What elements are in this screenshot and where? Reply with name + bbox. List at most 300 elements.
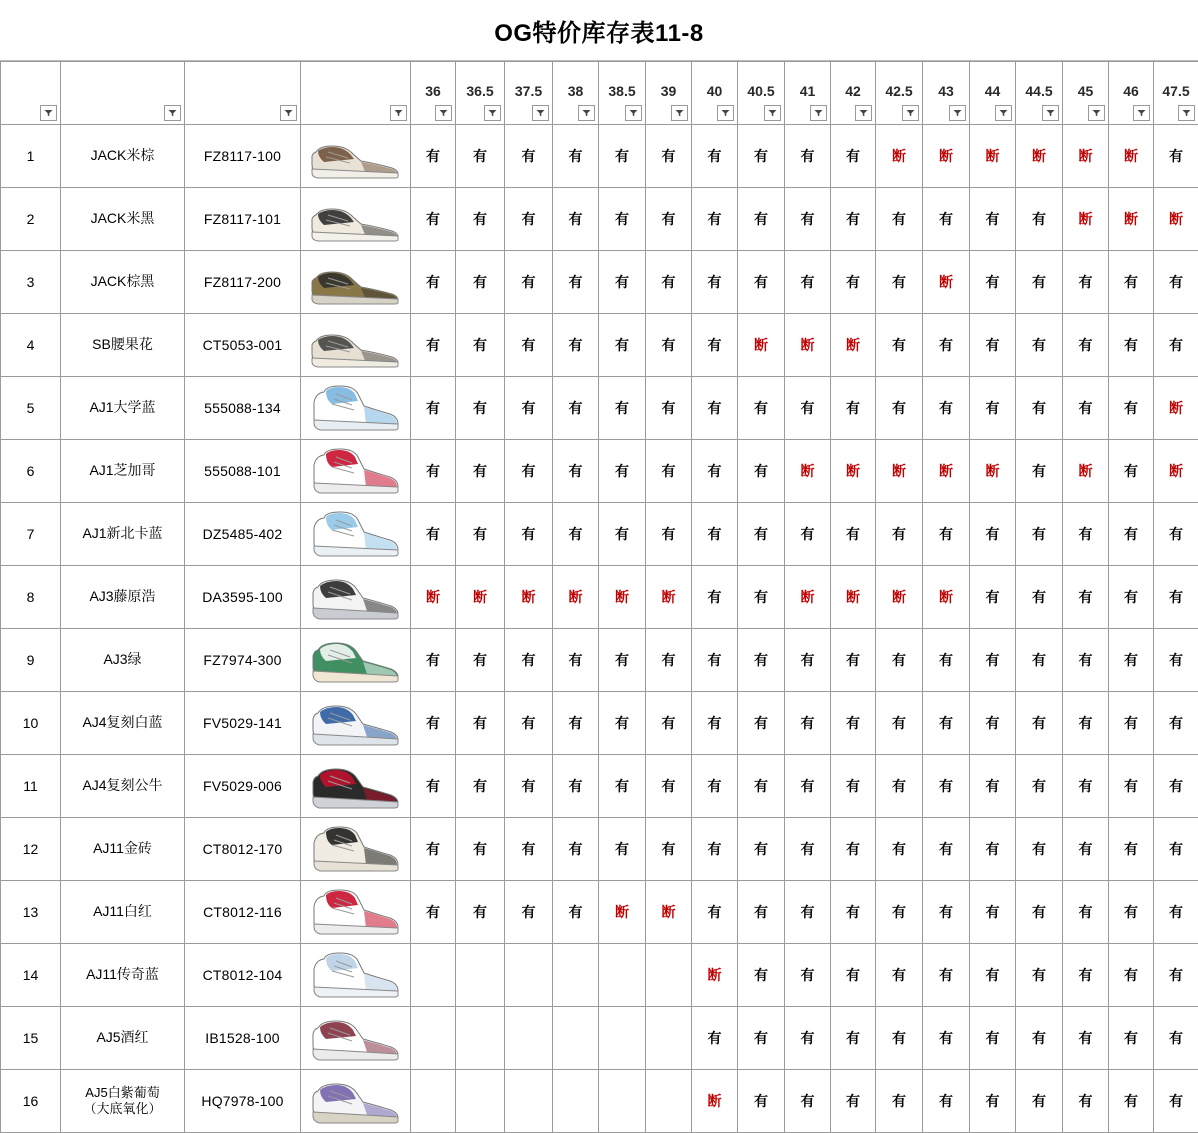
cell-stock-40[interactable]: 有 (692, 314, 738, 377)
cell-stock-37.5[interactable]: 有 (505, 881, 553, 944)
cell-stock-45[interactable]: 有 (1063, 818, 1109, 881)
cell-stock-44[interactable]: 有 (970, 1007, 1016, 1070)
cell-stock-38.5[interactable] (599, 944, 646, 1007)
cell-stock-39[interactable]: 有 (646, 125, 692, 188)
cell-article-code[interactable]: DA3595-100 (185, 566, 301, 629)
cell-stock-40.5[interactable]: 有 (738, 440, 785, 503)
cell-stock-36[interactable] (411, 1070, 456, 1133)
header-cell-main-1[interactable] (61, 62, 185, 125)
cell-stock-39[interactable] (646, 1007, 692, 1070)
cell-stock-44.5[interactable]: 有 (1016, 440, 1063, 503)
cell-stock-47.5[interactable]: 有 (1154, 944, 1198, 1007)
cell-stock-44.5[interactable]: 有 (1016, 818, 1063, 881)
cell-color-name[interactable]: AJ1大学蓝 (61, 377, 185, 440)
cell-stock-47.5[interactable]: 有 (1154, 503, 1198, 566)
cell-stock-44.5[interactable]: 有 (1016, 1070, 1063, 1133)
cell-stock-41[interactable]: 有 (785, 629, 831, 692)
cell-stock-44.5[interactable]: 断 (1016, 125, 1063, 188)
cell-stock-37.5[interactable]: 有 (505, 440, 553, 503)
cell-index[interactable]: 7 (1, 503, 61, 566)
cell-stock-36.5[interactable]: 断 (456, 566, 505, 629)
cell-stock-38.5[interactable]: 有 (599, 629, 646, 692)
cell-stock-41[interactable]: 有 (785, 503, 831, 566)
cell-stock-38.5[interactable]: 有 (599, 125, 646, 188)
cell-stock-46[interactable]: 有 (1109, 314, 1154, 377)
cell-stock-42.5[interactable]: 有 (876, 629, 923, 692)
cell-stock-36.5[interactable]: 有 (456, 125, 505, 188)
cell-stock-45[interactable]: 有 (1063, 1070, 1109, 1133)
filter-dropdown-icon[interactable] (280, 105, 297, 121)
header-cell-size-40[interactable] (692, 62, 738, 125)
cell-stock-38.5[interactable]: 断 (599, 881, 646, 944)
cell-stock-45[interactable]: 有 (1063, 503, 1109, 566)
cell-stock-40.5[interactable]: 有 (738, 188, 785, 251)
cell-article-code[interactable]: FZ8117-101 (185, 188, 301, 251)
cell-stock-39[interactable]: 有 (646, 251, 692, 314)
header-cell-size-39[interactable] (646, 62, 692, 125)
cell-stock-44[interactable]: 有 (970, 566, 1016, 629)
cell-stock-44[interactable]: 有 (970, 755, 1016, 818)
cell-stock-42[interactable]: 有 (831, 1007, 876, 1070)
cell-stock-36[interactable] (411, 944, 456, 1007)
cell-article-code[interactable]: FV5029-006 (185, 755, 301, 818)
cell-stock-43[interactable]: 断 (923, 566, 970, 629)
cell-stock-46[interactable]: 有 (1109, 440, 1154, 503)
cell-stock-36[interactable]: 有 (411, 755, 456, 818)
cell-stock-47.5[interactable]: 有 (1154, 818, 1198, 881)
cell-stock-45[interactable]: 有 (1063, 692, 1109, 755)
cell-stock-36[interactable] (411, 1007, 456, 1070)
cell-stock-42.5[interactable]: 有 (876, 503, 923, 566)
cell-stock-40[interactable]: 有 (692, 377, 738, 440)
header-cell-size-40.5[interactable] (738, 62, 785, 125)
header-cell-main-0[interactable] (1, 62, 61, 125)
filter-dropdown-icon[interactable] (902, 105, 919, 121)
cell-stock-46[interactable]: 有 (1109, 566, 1154, 629)
cell-stock-45[interactable]: 有 (1063, 755, 1109, 818)
cell-index[interactable]: 11 (1, 755, 61, 818)
cell-stock-36[interactable]: 有 (411, 881, 456, 944)
cell-stock-47.5[interactable]: 有 (1154, 314, 1198, 377)
cell-color-name[interactable]: JACK米棕 (61, 125, 185, 188)
cell-stock-46[interactable]: 有 (1109, 377, 1154, 440)
cell-stock-41[interactable]: 有 (785, 881, 831, 944)
cell-stock-44[interactable]: 有 (970, 692, 1016, 755)
cell-stock-39[interactable]: 有 (646, 188, 692, 251)
cell-stock-44[interactable]: 有 (970, 818, 1016, 881)
cell-stock-44.5[interactable]: 有 (1016, 566, 1063, 629)
cell-stock-36.5[interactable] (456, 944, 505, 1007)
cell-stock-43[interactable]: 有 (923, 881, 970, 944)
cell-stock-41[interactable]: 断 (785, 566, 831, 629)
cell-stock-42.5[interactable]: 有 (876, 188, 923, 251)
cell-stock-44[interactable]: 有 (970, 881, 1016, 944)
filter-dropdown-icon[interactable] (717, 105, 734, 121)
cell-stock-37.5[interactable]: 有 (505, 188, 553, 251)
cell-stock-44[interactable]: 断 (970, 440, 1016, 503)
cell-stock-40[interactable]: 有 (692, 881, 738, 944)
cell-stock-36[interactable]: 有 (411, 692, 456, 755)
cell-stock-42.5[interactable]: 断 (876, 440, 923, 503)
cell-index[interactable]: 1 (1, 125, 61, 188)
cell-stock-43[interactable]: 有 (923, 1007, 970, 1070)
cell-stock-47.5[interactable]: 有 (1154, 1070, 1198, 1133)
cell-index[interactable]: 16 (1, 1070, 61, 1133)
cell-stock-46[interactable]: 有 (1109, 755, 1154, 818)
cell-stock-38.5[interactable]: 有 (599, 503, 646, 566)
cell-stock-40[interactable]: 有 (692, 188, 738, 251)
cell-index[interactable]: 3 (1, 251, 61, 314)
cell-stock-40[interactable]: 有 (692, 125, 738, 188)
cell-color-name[interactable] (61, 1070, 185, 1133)
header-cell-size-42[interactable] (831, 62, 876, 125)
cell-stock-44.5[interactable]: 有 (1016, 503, 1063, 566)
cell-article-code[interactable]: CT5053-001 (185, 314, 301, 377)
cell-stock-38[interactable] (553, 1070, 599, 1133)
cell-stock-41[interactable]: 有 (785, 692, 831, 755)
cell-article-code[interactable]: 555088-101 (185, 440, 301, 503)
cell-stock-43[interactable]: 有 (923, 1070, 970, 1133)
cell-stock-40.5[interactable]: 有 (738, 1070, 785, 1133)
cell-stock-36.5[interactable]: 有 (456, 188, 505, 251)
cell-stock-44.5[interactable]: 有 (1016, 755, 1063, 818)
cell-stock-41[interactable]: 断 (785, 440, 831, 503)
cell-stock-40.5[interactable]: 有 (738, 944, 785, 1007)
cell-stock-38.5[interactable] (599, 1007, 646, 1070)
cell-stock-37.5[interactable]: 有 (505, 629, 553, 692)
filter-dropdown-icon[interactable] (855, 105, 872, 121)
cell-stock-44.5[interactable]: 有 (1016, 944, 1063, 1007)
cell-stock-38.5[interactable]: 有 (599, 755, 646, 818)
cell-stock-38.5[interactable]: 有 (599, 188, 646, 251)
header-cell-size-44[interactable] (970, 62, 1016, 125)
cell-stock-36[interactable]: 有 (411, 377, 456, 440)
cell-stock-45[interactable]: 有 (1063, 251, 1109, 314)
cell-stock-36[interactable]: 有 (411, 440, 456, 503)
cell-stock-40.5[interactable]: 有 (738, 755, 785, 818)
filter-dropdown-icon[interactable] (810, 105, 827, 121)
cell-stock-46[interactable]: 断 (1109, 188, 1154, 251)
cell-stock-38.5[interactable]: 有 (599, 440, 646, 503)
cell-stock-40.5[interactable]: 有 (738, 818, 785, 881)
cell-stock-45[interactable]: 有 (1063, 314, 1109, 377)
cell-stock-38[interactable]: 有 (553, 818, 599, 881)
header-cell-size-41[interactable] (785, 62, 831, 125)
cell-stock-36.5[interactable] (456, 1070, 505, 1133)
cell-stock-44.5[interactable]: 有 (1016, 881, 1063, 944)
cell-stock-43[interactable]: 有 (923, 503, 970, 566)
cell-stock-40.5[interactable]: 有 (738, 1007, 785, 1070)
cell-color-name[interactable]: AJ4复刻公牛 (61, 755, 185, 818)
header-cell-main-3[interactable] (301, 62, 411, 125)
cell-stock-36.5[interactable] (456, 1007, 505, 1070)
cell-stock-44.5[interactable]: 有 (1016, 251, 1063, 314)
cell-stock-44[interactable]: 有 (970, 314, 1016, 377)
cell-stock-41[interactable]: 有 (785, 944, 831, 1007)
cell-stock-46[interactable]: 有 (1109, 1070, 1154, 1133)
cell-stock-42[interactable]: 断 (831, 314, 876, 377)
header-cell-main-2[interactable] (185, 62, 301, 125)
cell-article-code[interactable]: DZ5485-402 (185, 503, 301, 566)
cell-stock-36.5[interactable]: 有 (456, 377, 505, 440)
cell-stock-44.5[interactable]: 有 (1016, 1007, 1063, 1070)
cell-stock-40.5[interactable]: 有 (738, 566, 785, 629)
cell-stock-36.5[interactable]: 有 (456, 503, 505, 566)
cell-stock-46[interactable]: 有 (1109, 251, 1154, 314)
cell-stock-42.5[interactable]: 有 (876, 314, 923, 377)
header-cell-size-38[interactable] (553, 62, 599, 125)
cell-stock-47.5[interactable]: 有 (1154, 125, 1198, 188)
cell-stock-40[interactable]: 有 (692, 692, 738, 755)
cell-stock-36[interactable]: 有 (411, 818, 456, 881)
cell-stock-37.5[interactable]: 有 (505, 125, 553, 188)
header-cell-size-36.5[interactable] (456, 62, 505, 125)
cell-stock-43[interactable]: 有 (923, 692, 970, 755)
filter-dropdown-icon[interactable] (40, 105, 57, 121)
cell-stock-39[interactable]: 有 (646, 818, 692, 881)
cell-stock-39[interactable]: 有 (646, 314, 692, 377)
cell-stock-47.5[interactable]: 有 (1154, 755, 1198, 818)
cell-stock-37.5[interactable]: 有 (505, 755, 553, 818)
cell-article-code[interactable]: CT8012-116 (185, 881, 301, 944)
cell-stock-46[interactable]: 有 (1109, 944, 1154, 1007)
filter-dropdown-icon[interactable] (949, 105, 966, 121)
cell-stock-36.5[interactable]: 有 (456, 251, 505, 314)
cell-stock-40.5[interactable]: 有 (738, 503, 785, 566)
cell-stock-43[interactable]: 断 (923, 125, 970, 188)
cell-stock-36[interactable]: 有 (411, 314, 456, 377)
cell-stock-36.5[interactable]: 有 (456, 881, 505, 944)
cell-stock-45[interactable]: 有 (1063, 881, 1109, 944)
cell-stock-46[interactable]: 有 (1109, 692, 1154, 755)
cell-stock-38[interactable]: 有 (553, 314, 599, 377)
cell-stock-36.5[interactable]: 有 (456, 818, 505, 881)
filter-dropdown-icon[interactable] (484, 105, 501, 121)
cell-stock-36[interactable]: 有 (411, 251, 456, 314)
cell-stock-38.5[interactable]: 有 (599, 692, 646, 755)
filter-dropdown-icon[interactable] (1042, 105, 1059, 121)
cell-stock-42[interactable]: 有 (831, 818, 876, 881)
filter-dropdown-icon[interactable] (390, 105, 407, 121)
cell-stock-36.5[interactable]: 有 (456, 692, 505, 755)
cell-stock-44[interactable]: 有 (970, 1070, 1016, 1133)
filter-dropdown-icon[interactable] (1133, 105, 1150, 121)
cell-stock-47.5[interactable]: 有 (1154, 566, 1198, 629)
cell-stock-41[interactable]: 有 (785, 755, 831, 818)
header-cell-size-38.5[interactable] (599, 62, 646, 125)
cell-stock-37.5[interactable]: 有 (505, 503, 553, 566)
cell-stock-38[interactable]: 断 (553, 566, 599, 629)
cell-stock-40[interactable]: 断 (692, 1070, 738, 1133)
cell-stock-37.5[interactable]: 断 (505, 566, 553, 629)
cell-article-code[interactable]: CT8012-104 (185, 944, 301, 1007)
cell-color-name[interactable]: JACK棕黑 (61, 251, 185, 314)
cell-stock-40[interactable]: 有 (692, 818, 738, 881)
header-cell-size-46[interactable] (1109, 62, 1154, 125)
cell-article-code[interactable]: FV5029-141 (185, 692, 301, 755)
cell-stock-38[interactable]: 有 (553, 692, 599, 755)
cell-stock-44.5[interactable]: 有 (1016, 188, 1063, 251)
cell-stock-43[interactable]: 有 (923, 755, 970, 818)
cell-stock-43[interactable]: 断 (923, 440, 970, 503)
cell-stock-38[interactable]: 有 (553, 755, 599, 818)
cell-stock-45[interactable]: 断 (1063, 125, 1109, 188)
cell-color-name[interactable]: AJ3藤原浩 (61, 566, 185, 629)
cell-stock-38.5[interactable]: 有 (599, 818, 646, 881)
cell-stock-39[interactable] (646, 1070, 692, 1133)
cell-stock-45[interactable]: 有 (1063, 566, 1109, 629)
cell-stock-38[interactable]: 有 (553, 440, 599, 503)
cell-stock-36.5[interactable]: 有 (456, 314, 505, 377)
cell-stock-42.5[interactable]: 有 (876, 755, 923, 818)
header-cell-size-43[interactable] (923, 62, 970, 125)
cell-stock-42.5[interactable]: 有 (876, 881, 923, 944)
cell-stock-47.5[interactable]: 断 (1154, 188, 1198, 251)
cell-stock-40.5[interactable]: 有 (738, 377, 785, 440)
cell-stock-37.5[interactable]: 有 (505, 818, 553, 881)
cell-article-code[interactable]: 555088-134 (185, 377, 301, 440)
cell-stock-38[interactable]: 有 (553, 125, 599, 188)
cell-stock-42[interactable]: 有 (831, 1070, 876, 1133)
cell-stock-39[interactable]: 有 (646, 377, 692, 440)
filter-dropdown-icon[interactable] (995, 105, 1012, 121)
cell-stock-43[interactable]: 有 (923, 818, 970, 881)
cell-index[interactable]: 6 (1, 440, 61, 503)
cell-stock-43[interactable]: 有 (923, 944, 970, 1007)
cell-stock-47.5[interactable]: 有 (1154, 1007, 1198, 1070)
cell-stock-40[interactable]: 有 (692, 503, 738, 566)
cell-stock-47.5[interactable]: 断 (1154, 377, 1198, 440)
cell-stock-44[interactable]: 有 (970, 377, 1016, 440)
cell-stock-47.5[interactable]: 有 (1154, 629, 1198, 692)
header-cell-size-45[interactable] (1063, 62, 1109, 125)
cell-stock-42[interactable]: 有 (831, 188, 876, 251)
cell-stock-42[interactable]: 有 (831, 755, 876, 818)
cell-stock-42.5[interactable]: 断 (876, 125, 923, 188)
cell-stock-44[interactable]: 断 (970, 125, 1016, 188)
cell-index[interactable]: 14 (1, 944, 61, 1007)
cell-color-name[interactable]: JACK米黑 (61, 188, 185, 251)
cell-color-name[interactable]: AJ3绿 (61, 629, 185, 692)
cell-stock-41[interactable]: 有 (785, 818, 831, 881)
header-cell-size-44.5[interactable] (1016, 62, 1063, 125)
cell-stock-37.5[interactable]: 有 (505, 692, 553, 755)
cell-stock-38.5[interactable]: 有 (599, 251, 646, 314)
header-cell-size-42.5[interactable] (876, 62, 923, 125)
cell-stock-36.5[interactable]: 有 (456, 755, 505, 818)
cell-stock-44[interactable]: 有 (970, 629, 1016, 692)
cell-stock-38.5[interactable]: 有 (599, 314, 646, 377)
cell-stock-39[interactable]: 有 (646, 692, 692, 755)
cell-stock-36[interactable]: 有 (411, 125, 456, 188)
cell-color-name[interactable]: AJ11传奇蓝 (61, 944, 185, 1007)
filter-dropdown-icon[interactable] (532, 105, 549, 121)
header-cell-size-37.5[interactable] (505, 62, 553, 125)
cell-stock-40.5[interactable]: 有 (738, 251, 785, 314)
cell-index[interactable]: 13 (1, 881, 61, 944)
cell-stock-38[interactable]: 有 (553, 188, 599, 251)
cell-color-name[interactable]: AJ11金砖 (61, 818, 185, 881)
cell-index[interactable]: 5 (1, 377, 61, 440)
cell-stock-38[interactable]: 有 (553, 503, 599, 566)
cell-stock-38[interactable] (553, 944, 599, 1007)
filter-dropdown-icon[interactable] (578, 105, 595, 121)
cell-stock-38[interactable]: 有 (553, 377, 599, 440)
cell-stock-43[interactable]: 有 (923, 188, 970, 251)
cell-stock-42.5[interactable]: 有 (876, 692, 923, 755)
cell-stock-37.5[interactable] (505, 1007, 553, 1070)
filter-dropdown-icon[interactable] (671, 105, 688, 121)
cell-stock-46[interactable]: 断 (1109, 125, 1154, 188)
cell-stock-42[interactable]: 有 (831, 692, 876, 755)
cell-stock-45[interactable]: 有 (1063, 377, 1109, 440)
cell-stock-36.5[interactable]: 有 (456, 440, 505, 503)
cell-index[interactable]: 2 (1, 188, 61, 251)
cell-article-code[interactable]: FZ8117-200 (185, 251, 301, 314)
cell-stock-41[interactable]: 有 (785, 125, 831, 188)
cell-stock-42[interactable]: 断 (831, 440, 876, 503)
cell-stock-46[interactable]: 有 (1109, 818, 1154, 881)
cell-article-code[interactable]: IB1528-100 (185, 1007, 301, 1070)
cell-stock-44[interactable]: 有 (970, 503, 1016, 566)
cell-stock-36[interactable]: 有 (411, 503, 456, 566)
cell-stock-42.5[interactable]: 有 (876, 944, 923, 1007)
cell-index[interactable]: 10 (1, 692, 61, 755)
cell-stock-41[interactable]: 有 (785, 251, 831, 314)
cell-stock-36[interactable]: 有 (411, 629, 456, 692)
cell-stock-44.5[interactable]: 有 (1016, 314, 1063, 377)
cell-stock-46[interactable]: 有 (1109, 503, 1154, 566)
filter-dropdown-icon[interactable] (164, 105, 181, 121)
cell-stock-38[interactable]: 有 (553, 881, 599, 944)
cell-stock-40[interactable]: 有 (692, 251, 738, 314)
cell-index[interactable]: 4 (1, 314, 61, 377)
cell-stock-39[interactable]: 有 (646, 755, 692, 818)
cell-stock-45[interactable]: 断 (1063, 188, 1109, 251)
cell-stock-42.5[interactable]: 有 (876, 1070, 923, 1133)
cell-color-name[interactable]: AJ5酒红 (61, 1007, 185, 1070)
cell-stock-44[interactable]: 有 (970, 944, 1016, 1007)
header-cell-size-36[interactable] (411, 62, 456, 125)
cell-stock-45[interactable]: 有 (1063, 944, 1109, 1007)
cell-stock-46[interactable]: 有 (1109, 1007, 1154, 1070)
cell-stock-40[interactable]: 有 (692, 566, 738, 629)
cell-stock-40[interactable]: 有 (692, 440, 738, 503)
cell-stock-42[interactable]: 有 (831, 125, 876, 188)
cell-stock-40.5[interactable]: 有 (738, 629, 785, 692)
cell-index[interactable]: 15 (1, 1007, 61, 1070)
cell-stock-37.5[interactable]: 有 (505, 377, 553, 440)
cell-stock-39[interactable]: 有 (646, 503, 692, 566)
cell-color-name[interactable]: AJ1新北卡蓝 (61, 503, 185, 566)
filter-dropdown-icon[interactable] (764, 105, 781, 121)
cell-stock-42[interactable]: 断 (831, 566, 876, 629)
cell-stock-45[interactable]: 有 (1063, 1007, 1109, 1070)
cell-stock-37.5[interactable] (505, 1070, 553, 1133)
cell-stock-38.5[interactable]: 断 (599, 566, 646, 629)
cell-stock-43[interactable]: 有 (923, 314, 970, 377)
cell-stock-45[interactable]: 断 (1063, 440, 1109, 503)
cell-stock-42.5[interactable]: 有 (876, 251, 923, 314)
cell-stock-40.5[interactable]: 有 (738, 125, 785, 188)
cell-color-name[interactable]: AJ4复刻白蓝 (61, 692, 185, 755)
cell-stock-38.5[interactable]: 有 (599, 377, 646, 440)
cell-stock-42[interactable]: 有 (831, 503, 876, 566)
cell-stock-40.5[interactable]: 有 (738, 692, 785, 755)
cell-stock-36[interactable]: 断 (411, 566, 456, 629)
cell-stock-39[interactable] (646, 944, 692, 1007)
cell-stock-39[interactable]: 断 (646, 881, 692, 944)
